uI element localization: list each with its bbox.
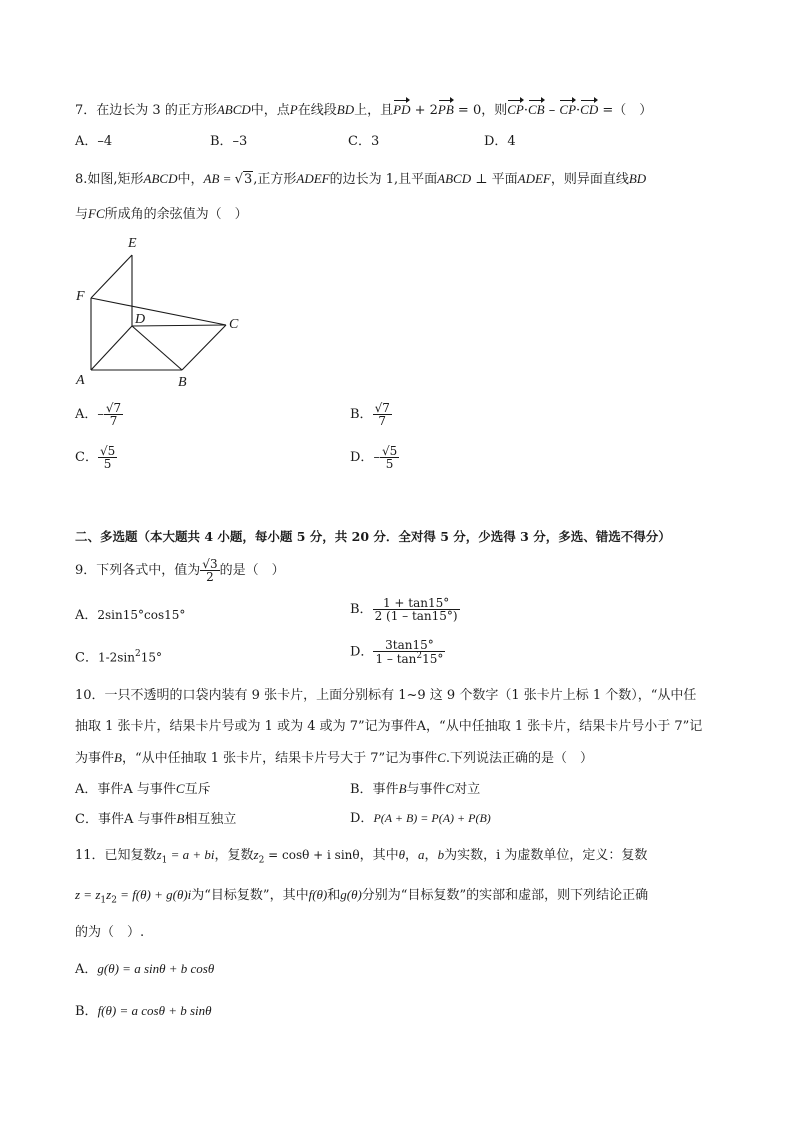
q8-option-b-letter: B．	[350, 407, 373, 422]
q11-line-2c: = f(θ) + g(θ)i	[116, 887, 192, 902]
label-a: A	[76, 373, 85, 388]
q11-option-b[interactable]	[75, 1004, 212, 1018]
question-8-line-1	[75, 172, 646, 186]
q11-line-2b: z	[106, 887, 112, 902]
q8-ab-eq: AB =	[203, 171, 235, 186]
q8-option-a-letter: A．	[75, 407, 98, 422]
q9-option-b-num: 1 + tan15°	[373, 597, 460, 610]
q8-option-a-rad: 7	[113, 401, 122, 415]
question-8-line-2	[75, 207, 248, 221]
q11-option-a[interactable]	[75, 962, 214, 976]
q8-perp: ⊥	[471, 172, 492, 187]
q7-text-6: =（ ）	[598, 103, 653, 118]
label-c: C	[229, 317, 239, 332]
q8-option-a-sign: –	[97, 407, 104, 422]
q9-text-2: 的是（ ）	[219, 563, 285, 578]
q11-a: a	[418, 847, 425, 862]
q9-option-c[interactable]	[75, 650, 162, 664]
q7-segment-bd: BD	[336, 102, 355, 117]
q10-option-b-mid: 与事件	[406, 782, 446, 797]
section-2-title: 二、多选题（本大题共 4 小题，每小题 5 分，共 20 分．全对得 5 分，少选得 3 分，多选、错选不得分）	[75, 529, 671, 544]
q9-fraction: $\frac{√3}{2}$	[202, 557, 218, 584]
q10-option-b-text: B．事件	[350, 782, 399, 797]
q9-option-d-den-b: 15°	[422, 652, 444, 666]
q8-text-1f: ，则异面直线	[550, 172, 629, 187]
q8-text-1a: 8.如图,矩形	[75, 172, 144, 187]
q8-option-a[interactable]	[75, 402, 123, 427]
q11-z2-sub: 2	[258, 855, 265, 866]
q7-vector-pb: PB	[437, 102, 454, 117]
q8-text-1d: 的边长为 1,且平面	[329, 172, 438, 187]
q8-option-c-letter: C．	[75, 450, 98, 465]
q10-line-2: 抽取 1 张卡片，结果卡片号或为 1 或为 4 或为 7”记为事件A，“从中任抽取 1 张卡片，结果卡片号小于 7”记	[75, 719, 703, 734]
label-f: F	[76, 289, 85, 304]
q8-text-2b: 所成角的余弦值为（ ）	[104, 207, 248, 222]
q9-option-d-den-a: 1 – tan	[375, 652, 417, 666]
q8-option-d-frac: $\frac{√5}{5}$	[381, 444, 398, 471]
q10-option-b-c: C	[445, 781, 455, 796]
q10-option-c-end: 相互独立	[184, 812, 237, 827]
q7-option-c[interactable]: C．3	[348, 134, 380, 149]
label-e: E	[128, 236, 137, 251]
q8-plane-abcd: ABCD	[437, 171, 472, 186]
q8-option-d-den: 5	[385, 457, 394, 471]
q7-eq-zero: = 0	[453, 103, 482, 118]
q11-text-1c: ，	[405, 848, 419, 863]
q9-option-d-num: 3tan15°	[373, 639, 445, 652]
q8-option-c-frac: $\frac{√5}{5}$	[99, 444, 116, 471]
q8-option-d-letter: D．	[350, 450, 374, 465]
q7-text-3: 在线段	[297, 103, 337, 118]
q9-frac-den: 2	[206, 570, 214, 584]
q7-minus: –	[544, 103, 560, 118]
q7-text-1: 在边长为 3 的正方形	[96, 103, 217, 118]
q10-line-3b: ，“从中任抽取 1 张卡片，结果卡片号大于 7”记为事件	[121, 751, 438, 766]
q8-option-d[interactable]	[350, 445, 399, 470]
question-9	[75, 558, 285, 583]
q11-option-b-letter: B．	[75, 1004, 98, 1019]
q8-option-d-sign: –	[373, 450, 380, 465]
q8-option-c-rad: 5	[107, 444, 116, 458]
q11-line-3: 的为（ ）.	[75, 925, 145, 940]
q8-option-c[interactable]	[75, 445, 117, 470]
q11-z2: z	[253, 847, 259, 862]
q9-option-d[interactable]	[350, 639, 445, 665]
q8-text-2a: 与	[75, 207, 89, 222]
q9-option-a-letter: A．	[75, 608, 98, 623]
edge-f-c	[91, 298, 226, 325]
q11-text-1b: ，其中	[359, 848, 399, 863]
q10-option-d[interactable]	[350, 812, 491, 825]
q7-vector-cp-2: CP	[559, 102, 577, 117]
q10-line-3a: 为事件	[75, 751, 115, 766]
q10-option-a-text: A．事件A 与事件	[75, 782, 176, 797]
q11-text-1e: 为实数，i 为虚数单位，定义：复数	[444, 848, 648, 863]
q7-square-name: ABCD	[216, 102, 251, 117]
q10-option-c-b: B	[176, 811, 185, 826]
q7-vector-cp-1: CP	[507, 102, 524, 117]
q11-text-1d: ，	[424, 848, 438, 863]
q9-option-d-den	[373, 652, 445, 665]
q11-option-b-expr: f(θ) = a cosθ + b sinθ	[97, 1003, 212, 1018]
q8-text-1b: 中，	[177, 172, 204, 187]
q11-z2-eq: = cosθ + i sinθ	[264, 848, 360, 862]
q9-option-c-exp: 2	[135, 649, 141, 659]
q10-event-b: B	[114, 750, 122, 765]
q9-option-b-letter: B．	[350, 602, 373, 617]
q9-option-c-expr-a: 1-2sin	[97, 650, 136, 665]
edge-d-b	[132, 326, 182, 370]
q8-option-d-rad: 5	[389, 444, 398, 458]
q9-option-d-den-exp: 2	[416, 651, 423, 661]
q10-option-b-end: 对立	[454, 782, 481, 797]
q7-text-2: 中，点	[250, 103, 290, 118]
q7-vector-cb: CB	[528, 102, 545, 117]
q10-line-1: 10．一只不透明的口袋内装有 9 张卡片，上面分别标有 1~9 这 9 个数字（1 张卡片上标 1 个数），“从中任	[75, 688, 697, 703]
q8-text-1e: 平面	[491, 172, 518, 187]
q8-square-adef: ADEF	[296, 171, 330, 186]
question-7	[75, 103, 652, 117]
q8-option-b-rad: 7	[382, 401, 390, 415]
q9-option-a-expr: 2sin15°cos15°	[97, 608, 186, 622]
q7-option-a[interactable]: A．–4	[75, 134, 113, 149]
q8-plane-adef: ADEF	[517, 171, 551, 186]
q7-plus: + 2	[410, 103, 438, 118]
q11-option-a-letter: A．	[75, 962, 98, 977]
q7-number: 7．	[75, 103, 97, 118]
q8-option-b-den: 7	[378, 414, 387, 428]
q8-line-fc: FC	[88, 206, 105, 221]
q7-option-d[interactable]: D．4	[484, 134, 516, 149]
q10-option-a-c: C	[175, 781, 185, 796]
q11-and: 和	[327, 888, 341, 903]
q11-line-2a: z = z	[75, 887, 101, 902]
q11-line-2	[75, 888, 648, 906]
q7-dot-2: ·	[576, 103, 581, 118]
edge-a-d	[91, 326, 132, 370]
q11-comma-1: ，复数	[214, 848, 254, 863]
q10-line-3	[75, 751, 593, 765]
q10-option-a[interactable]	[75, 782, 211, 796]
q8-option-b-frac: $\frac{√7}{7}$	[374, 401, 390, 428]
q9-option-b-frac	[373, 597, 460, 622]
q9-option-c-expr-b: 15°	[140, 650, 163, 665]
q10-option-c-text: C．事件A 与事件	[75, 812, 177, 827]
label-d: D	[135, 312, 146, 327]
q7-vector-cd: CD	[580, 102, 599, 117]
q8-option-c-den: 5	[103, 457, 112, 471]
q11-b: b	[437, 847, 445, 862]
q10-option-b-b: B	[398, 781, 407, 796]
q7-dot-1: ·	[523, 103, 529, 118]
q11-line-2-sub2: 2	[111, 895, 117, 906]
edge-f-e	[91, 255, 132, 298]
q8-rect-abcd: ABCD	[143, 171, 178, 186]
q8-line-bd: BD	[628, 171, 647, 186]
q8-text-1c: ,正方形	[253, 172, 297, 187]
q8-option-a-den: 7	[109, 414, 118, 428]
q7-text-5: ，则	[481, 103, 508, 118]
edge-d-c	[132, 325, 226, 326]
q8-option-b[interactable]	[350, 402, 392, 427]
q11-option-a-expr: g(θ) = a sinθ + b cosθ	[97, 961, 215, 976]
q10-option-a-end: 互斥	[184, 782, 211, 797]
q9-option-d-frac	[373, 639, 445, 665]
q11-line-2e: 分别为“目标复数”的实部和虚部，则下列结论正确	[361, 888, 649, 903]
q11-line-2d: 为“目标复数”，其中	[191, 888, 309, 903]
q7-point-p: P	[289, 102, 298, 117]
q9-option-c-letter: C．	[75, 650, 98, 666]
q10-option-c[interactable]	[75, 812, 236, 826]
label-b: B	[178, 375, 187, 390]
edge-b-c	[182, 325, 226, 370]
q11-z1-sub: 1	[161, 855, 168, 866]
q9-text-1: 9．下列各式中，值为	[75, 563, 201, 578]
q11-g-theta: g(θ)	[340, 887, 362, 902]
q11-text-1a: 11．已知复数	[75, 848, 157, 863]
q9-option-b-den: 2 (1 – tan15°)	[374, 609, 458, 623]
q8-sqrt3-radicand: 3	[243, 172, 253, 187]
q7-text-4: 上，且	[354, 103, 394, 118]
q9-option-b[interactable]	[350, 597, 460, 622]
q8-option-a-frac: $\frac{√7}{7}$	[105, 401, 122, 428]
q8-sqrt3: √3	[234, 172, 253, 187]
q8-figure	[70, 230, 260, 395]
q9-option-d-letter: D．	[350, 644, 374, 660]
q10-option-d-expr: P(A + B) = P(A) + P(B)	[373, 811, 491, 825]
q10-event-c: C	[437, 750, 446, 765]
q11-z1-eq: = a + bi	[167, 847, 215, 862]
q11-line-1	[75, 848, 647, 866]
q9-frac-num: 3	[209, 557, 218, 571]
q11-z1: z	[156, 847, 162, 862]
q10-option-b[interactable]	[350, 782, 480, 796]
q11-f-theta: f(θ)	[308, 887, 328, 902]
q7-option-b[interactable]: B．–3	[210, 134, 248, 149]
q11-theta: θ	[398, 847, 406, 862]
q7-vector-pd: PD	[393, 102, 411, 117]
q10-option-d-letter: D．	[350, 811, 374, 826]
q9-option-a[interactable]	[75, 609, 185, 622]
q11-line-2-sub1: 1	[100, 895, 107, 906]
q10-line-3c: .下列说法正确的是（ ）	[445, 751, 594, 766]
